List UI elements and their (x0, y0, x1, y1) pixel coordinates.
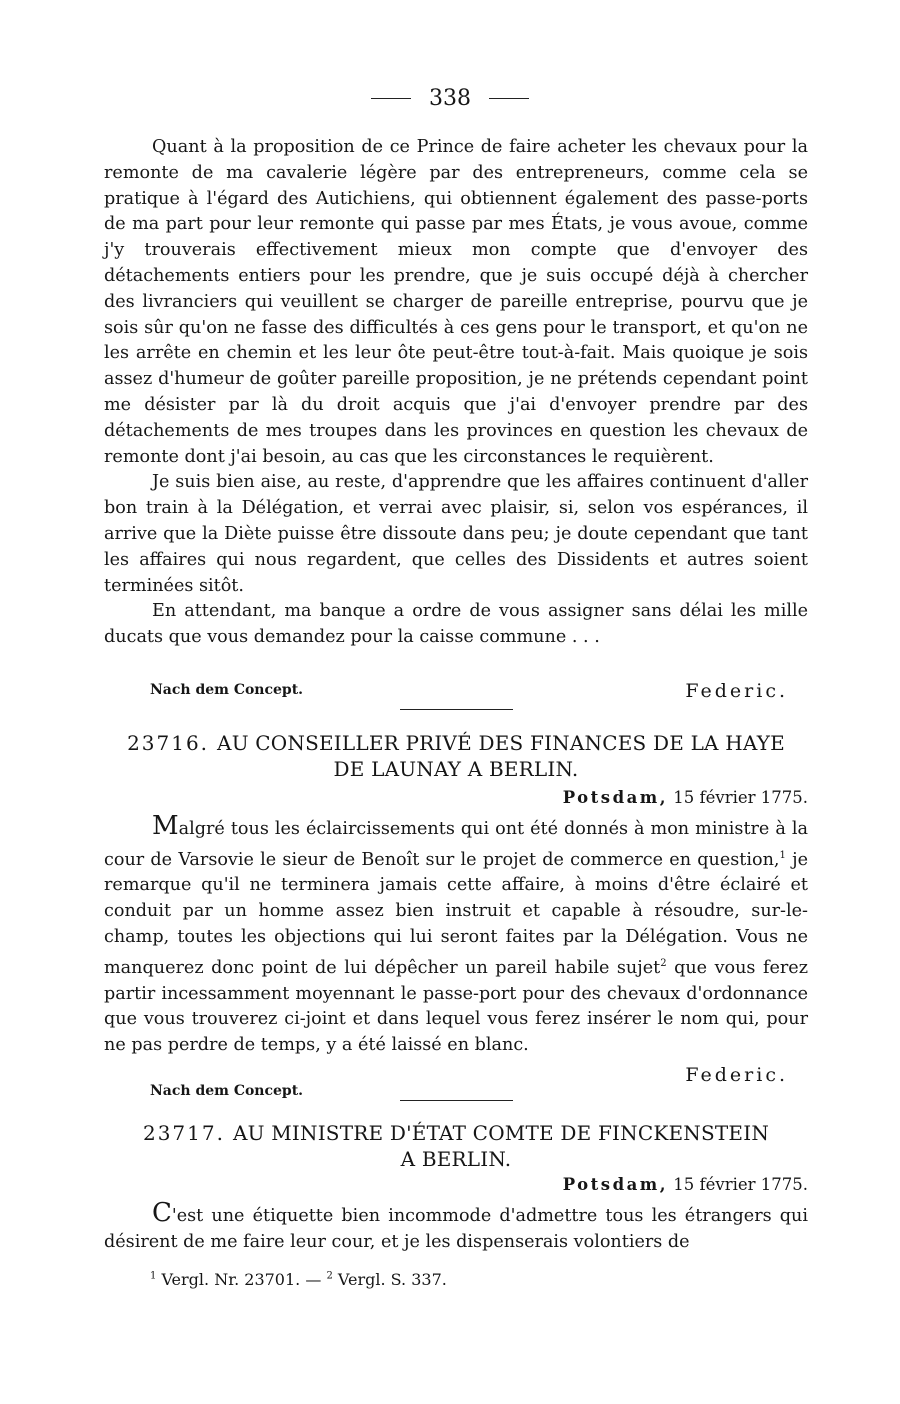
heading-line (104, 730, 808, 756)
signature: Federic. (685, 680, 788, 702)
page-number: 338 (429, 86, 471, 111)
heading-line: A BERLIN. (400, 1147, 512, 1171)
separator-rule (400, 1100, 513, 1101)
initial-letter: M (152, 811, 179, 841)
separator-rule (400, 709, 513, 710)
addressee: AU MINISTRE D'ÉTAT COMTE DE FINCKENSTEIN (232, 1121, 770, 1145)
footnote-text: Vergl. S. 337. (337, 1270, 447, 1289)
header-dash-left (371, 98, 411, 99)
paragraph: Je suis bien aise, au reste, d'apprendre que les affaires continuent d'aller bon train à la Délégation, et verrai avec plaisir, si, selon vos espérances, il arrive que la Diète puisse être dissoute dans peu; je doute cependant que tant les affaires qui nous regardent, que celles des Dissidents et autres soient terminées sitôt. (104, 472, 808, 596)
footnote-mark: 1 (150, 1270, 157, 1282)
source-note: Nach dem Concept. (150, 1083, 304, 1099)
footnote-mark: 1 (779, 849, 786, 861)
place-date-line (104, 1175, 808, 1194)
heading-line: DE LAUNAY A BERLIN. (333, 757, 579, 781)
date: 15 février 1775. (673, 1175, 808, 1194)
letter-heading (104, 730, 808, 782)
header-dash-right (489, 98, 529, 99)
previous-letter-body (104, 135, 808, 651)
signature: Federic. (685, 1064, 788, 1086)
place-date-line (104, 788, 808, 807)
letter-number: 23717. (142, 1121, 225, 1145)
letter-heading (104, 1120, 808, 1172)
heading-line (104, 1120, 808, 1146)
place: Potsdam, (562, 788, 669, 807)
paragraph: Quant à la proposition de ce Prince de faire acheter les chevaux pour la remonte de ma cavalerie légère par des entrepreneurs, comme cela se pratique à l'égard des Autichiens, qui obtiennent également des passe-ports de ma part pour leur remonte qui passe par mes États, je vous avoue, comme j'y trouverais effectivement mieux mon compte que d'envoyer des détachements entiers pour les prendre, que je suis occupé déjà à chercher des livranciers qui veuillent se charger de pareille entreprise, pourvu que je sois sûr qu'on ne fasse des difficultés à ces gens pour le transport, et qu'on ne les arrête en chemin et les leur ôte peut-être tout-à-fait. Mais quoique je sois assez d'humeur de goûter pareille proposition, je ne prétends cependant point me désister par là du droit acquis que j'ai d'envoyer prendre par des détachements de mes troupes dans les provinces en question les chevaux de remonte dont j'ai besoin, au cas que les circonstances le requièrent. (104, 137, 808, 467)
letter-body (104, 811, 808, 1059)
source-note: Nach dem Concept. (150, 682, 304, 698)
paragraph: Malgré tous les éclaircissements qui ont été donnés à mon ministre à la cour de Varsovie le sieur de Benoît sur le projet de commerce en question,$^1$ je remarque qu'il ne terminera jamais cette affaire, à moins d'être éclairé et conduit par un homme assez bien instruit et capable à résoudre, sur-le-champ, toutes les objections qui lui seront faites par la Délégation. Vous ne manquerez donc point de lui dépêcher un pareil habile sujet$^2$ que vous ferez partir incessamment moyennant le passe-port pour des chevaux d'ordonnance que vous trouverez ci-joint et dans lequel vous ferez insérer le nom qui, pour ne pas perdre de temps, y a été laissé en blanc. (104, 811, 808, 1056)
footnotes (150, 1270, 447, 1289)
footnote-mark: 2 (326, 1270, 333, 1282)
page-header (0, 86, 900, 111)
letter-body (104, 1198, 808, 1256)
footnote-text: Vergl. Nr. 23701. — (161, 1270, 322, 1289)
place: Potsdam, (562, 1175, 669, 1194)
paragraph: En attendant, ma banque a ordre de vous assigner sans délai les mille ducats que vous demandez pour la caisse commune . . . (104, 601, 808, 648)
letter-number: 23716. (127, 731, 210, 755)
footnote-mark: 2 (660, 957, 667, 969)
date: 15 février 1775. (673, 788, 808, 807)
paragraph: C'est une étiquette bien incommode d'admettre tous les étrangers qui désirent de me faire leur cour, et je les dispenserais volontiers de (104, 1198, 808, 1252)
initial-letter: C (152, 1198, 172, 1228)
addressee: AU CONSEILLER PRIVÉ DES FINANCES DE LA HAYE (217, 731, 785, 755)
